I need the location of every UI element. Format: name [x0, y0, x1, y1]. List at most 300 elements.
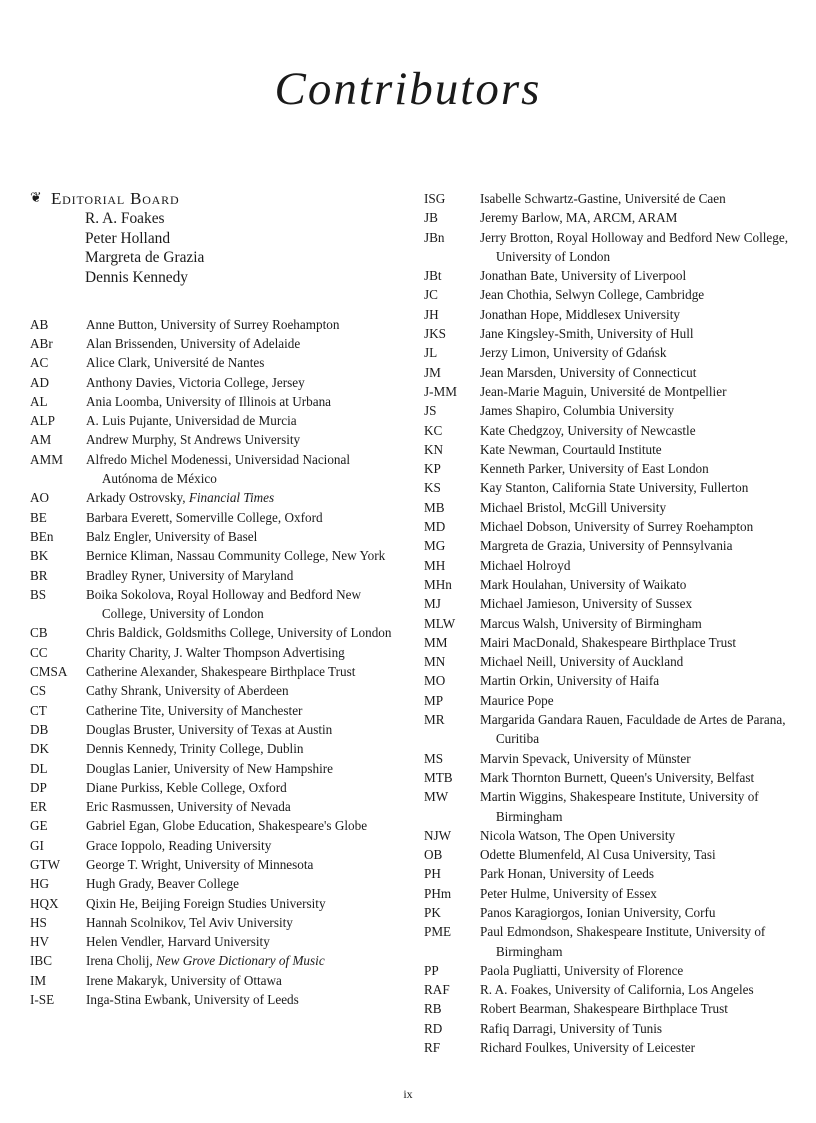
- contributor-name-affiliation: Chris Baldick, Goldsmiths College, University of London: [86, 625, 392, 641]
- contributor-entry: [30, 334, 398, 353]
- contributor-name-affiliation: Kay Stanton, California State University, Fullerton: [480, 480, 749, 496]
- contributor-description: [480, 421, 800, 440]
- contributor-abbreviation: MHn: [424, 576, 452, 592]
- contributor-name-affiliation: Richard Foulkes, University of Leicester: [480, 1040, 695, 1056]
- contributor-description: [480, 633, 800, 652]
- contributor-name-affiliation: Paul Edmondson, Shakespeare Institute, University of Birmingham: [480, 924, 766, 959]
- contributor-name-affiliation: Margarida Gandara Rauen, Faculdade de Artes de Parana, Curitiba: [480, 712, 786, 747]
- contributor-name-affiliation: Alice Clark, Université de Nantes: [86, 355, 265, 371]
- contributor-description: [86, 546, 398, 565]
- contributor-abbreviation: JB: [424, 210, 438, 226]
- contributor-description: [480, 691, 800, 710]
- contributor-name-affiliation: Michael Bristol, McGill University: [480, 499, 667, 515]
- contributor-description: [480, 401, 800, 420]
- contributor-description: [86, 662, 398, 681]
- contributor-entry: [424, 1019, 800, 1038]
- contributor-abbreviation: MP: [424, 692, 444, 708]
- contributor-description: [86, 701, 398, 720]
- contributor-abbreviation: HG: [30, 876, 50, 892]
- contributor-description: [86, 759, 398, 778]
- contributor-description: [480, 787, 800, 826]
- contributor-description: [480, 961, 800, 980]
- contributor-abbreviation: JBt: [424, 268, 442, 284]
- contributor-abbreviation: KC: [424, 422, 443, 438]
- contributor-abbreviation: BE: [30, 509, 47, 525]
- contributor-abbreviation: JH: [424, 306, 439, 322]
- contributor-description: [86, 836, 398, 855]
- contributor-name-affiliation: Grace Ioppolo, Reading University: [86, 837, 272, 853]
- contributor-name-affiliation: Michael Dobson, University of Surrey Roehampton: [480, 519, 754, 535]
- contributor-name-affiliation: Jeremy Barlow, MA, ARCM, ARAM: [480, 210, 678, 226]
- contributor-description: [480, 285, 800, 304]
- contributor-abbreviation: HS: [30, 914, 47, 930]
- contributor-entry: [424, 208, 800, 227]
- contributor-entry: [30, 932, 398, 951]
- contributor-entry: [30, 739, 398, 758]
- contributor-entry: [424, 633, 800, 652]
- contributor-name-affiliation: Michael Holroyd: [480, 557, 571, 573]
- editorial-board-title: Editorial Board: [51, 189, 180, 208]
- contributor-description: [480, 382, 800, 401]
- contributor-entry: [424, 421, 800, 440]
- contributor-name-affiliation: Maurice Pope: [480, 692, 554, 708]
- left-column: [30, 189, 398, 1009]
- contributor-description: [480, 459, 800, 478]
- contributor-abbreviation: AM: [30, 432, 52, 448]
- contributor-entry: [30, 778, 398, 797]
- contributor-abbreviation: KN: [424, 441, 444, 457]
- contributor-description: [86, 739, 398, 758]
- contributor-description: [86, 623, 398, 642]
- contributor-name-affiliation: Arkady Ostrovsky,: [86, 490, 189, 506]
- contributor-name-affiliation: James Shapiro, Columbia University: [480, 403, 675, 419]
- contributor-name-affiliation: Barbara Everett, Somerville College, Oxford: [86, 509, 323, 525]
- editorial-board-heading: [30, 189, 398, 208]
- contributor-entry: [30, 488, 398, 507]
- contributor-abbreviation: RF: [424, 1040, 441, 1056]
- contributor-entry: [30, 913, 398, 932]
- contributor-entry: [424, 536, 800, 555]
- contributor-description: [86, 392, 398, 411]
- contributor-description: [86, 566, 398, 585]
- contributor-abbreviation: MTB: [424, 769, 453, 785]
- contributor-abbreviation: NJW: [424, 827, 452, 843]
- contributor-name-affiliation: Park Honan, University of Leeds: [480, 866, 654, 882]
- contributor-abbreviation: HQX: [30, 895, 59, 911]
- contributor-description: [86, 951, 398, 970]
- contributor-description: [86, 913, 398, 932]
- contributor-name-affiliation: Isabelle Schwartz-Gastine, Université de Caen: [480, 191, 726, 206]
- contributor-abbreviation: RB: [424, 1001, 442, 1017]
- contributor-name-affiliation: Martin Wiggins, Shakespeare Institute, University of Birmingham: [480, 789, 759, 824]
- contributor-name-affiliation: Catherine Alexander, Shakespeare Birthplace Trust: [86, 664, 356, 680]
- contributor-name-affiliation: Rafiq Darragi, University of Tunis: [480, 1020, 663, 1036]
- contributor-name-affiliation: Alfredo Michel Modenessi, Universidad Nacional Autónoma de México: [86, 451, 351, 487]
- contributor-abbreviation: DB: [30, 721, 49, 737]
- contributor-description: [480, 768, 800, 787]
- contributor-entry: [30, 527, 398, 546]
- contributor-name-affiliation: Margreta de Grazia, University of Pennsylvania: [480, 538, 733, 554]
- contributor-name-affiliation: Mark Houlahan, University of Waikato: [480, 576, 687, 592]
- contributor-entry: [30, 855, 398, 874]
- contributor-abbreviation: DL: [30, 760, 48, 776]
- contributor-abbreviation: AL: [30, 393, 48, 409]
- contributor-abbreviation: MG: [424, 538, 446, 554]
- contributor-entry: [30, 508, 398, 527]
- contributor-entry: [424, 710, 800, 749]
- contributor-entry: [30, 951, 398, 970]
- contributor-entry: [30, 874, 398, 893]
- page-number: ix: [403, 1087, 413, 1101]
- contributor-entry: [30, 971, 398, 990]
- contributor-description: [480, 575, 800, 594]
- contributor-abbreviation: OB: [424, 847, 443, 863]
- contributor-abbreviation: AO: [30, 490, 50, 506]
- contributor-name-affiliation: R. A. Foakes, University of California, Los Angeles: [480, 982, 754, 998]
- contributor-entry: [30, 720, 398, 739]
- contributor-name-affiliation: Balz Engler, University of Basel: [86, 528, 258, 544]
- contributor-abbreviation: JC: [424, 287, 438, 303]
- contributor-name-affiliation: Andrew Murphy, St Andrews University: [86, 432, 301, 448]
- contributor-entry: [30, 681, 398, 700]
- contributor-name-affiliation: Jonathan Hope, Middlesex University: [480, 306, 680, 322]
- contributor-description: [480, 594, 800, 613]
- contributor-entry: [30, 643, 398, 662]
- contributor-description: [480, 498, 800, 517]
- contributor-description: [480, 845, 800, 864]
- contributor-name-affiliation: Marvin Spevack, University of Münster: [480, 750, 691, 766]
- contributor-abbreviation: BEn: [30, 528, 54, 544]
- contributor-entry: [30, 315, 398, 334]
- contributor-name-affiliation: Eric Rasmussen, University of Nevada: [86, 799, 291, 815]
- contributor-name-affiliation: Ania Loomba, University of Illinois at Urbana: [86, 393, 332, 409]
- contributor-name-affiliation: Irene Makaryk, University of Ottawa: [86, 972, 282, 988]
- contributor-abbreviation: RAF: [424, 982, 450, 998]
- contributor-name-affiliation: Diane Purkiss, Keble College, Oxford: [86, 779, 287, 795]
- contributor-description: [86, 488, 398, 507]
- contributor-entry: [30, 411, 398, 430]
- contributor-entry: [30, 894, 398, 913]
- contributor-abbreviation: GE: [30, 818, 48, 834]
- contributor-abbreviation: BS: [30, 586, 47, 602]
- contributor-name-affiliation: Peter Hulme, University of Essex: [480, 885, 657, 901]
- contributor-description: [86, 778, 398, 797]
- contributor-name-affiliation: Panos Karagiorgos, Ionian University, Corfu: [480, 904, 716, 920]
- contributor-abbreviation: PHm: [424, 885, 452, 901]
- contributor-abbreviation: CS: [30, 683, 47, 699]
- contributor-name-affiliation: Alan Brissenden, University of Adelaide: [86, 335, 301, 351]
- contributor-description: [480, 324, 800, 343]
- contributor-entry: [424, 382, 800, 401]
- contributor-description: [86, 334, 398, 353]
- contributor-name-affiliation: Paola Pugliatti, University of Florence: [480, 962, 684, 978]
- contributor-description: [480, 305, 800, 324]
- contributor-entry: [30, 990, 398, 1009]
- contributor-name-affiliation: A. Luis Pujante, Universidad de Murcia: [86, 413, 297, 429]
- contributor-entry: [30, 623, 398, 642]
- contributor-entry: [424, 305, 800, 324]
- contributor-description: [480, 536, 800, 555]
- contributor-abbreviation: PK: [424, 904, 441, 920]
- contributor-abbreviation: MLW: [424, 615, 456, 631]
- contributor-entry: [30, 373, 398, 392]
- contributor-description: [480, 614, 800, 633]
- board-member: Margreta de Grazia: [85, 249, 205, 267]
- contributor-entry: [424, 826, 800, 845]
- contributor-name-affiliation: Bradley Ryner, University of Maryland: [86, 567, 294, 583]
- contributor-name-affiliation: Douglas Bruster, University of Texas at Austin: [86, 721, 333, 737]
- contributor-abbreviation: JKS: [424, 326, 446, 342]
- contributor-entry: [30, 546, 398, 565]
- contributor-abbreviation: ER: [30, 799, 47, 815]
- contributor-name-affiliation: Anthony Davies, Victoria College, Jersey: [86, 374, 305, 390]
- contributor-abbreviation: MN: [424, 654, 446, 670]
- contributor-abbreviation: GTW: [30, 856, 61, 872]
- contributor-description: [480, 478, 800, 497]
- contributor-abbreviation: KP: [424, 461, 441, 477]
- contributor-description: [480, 517, 800, 536]
- contributor-description: [480, 903, 800, 922]
- contributor-abbreviation: JM: [424, 364, 441, 380]
- contributor-name-affiliation: Robert Bearman, Shakespeare Birthplace Trust: [480, 1001, 728, 1017]
- contributor-description: [86, 643, 398, 662]
- contributor-entry: [424, 266, 800, 285]
- contributor-abbreviation: PME: [424, 924, 452, 940]
- contributor-abbreviation: CC: [30, 644, 48, 660]
- contributor-name-affiliation: Kate Newman, Courtauld Institute: [480, 441, 662, 457]
- contributor-abbreviation: JL: [424, 345, 438, 361]
- contributor-entry: [30, 392, 398, 411]
- contributor-entry: [30, 797, 398, 816]
- contributor-abbreviation: GI: [30, 837, 44, 853]
- contributor-abbreviation: DK: [30, 741, 50, 757]
- contributor-abbreviation: AD: [30, 374, 50, 390]
- contributor-name-affiliation: Mark Thornton Burnett, Queen's University, Belfast: [480, 769, 755, 785]
- contributor-abbreviation: ISG: [424, 191, 446, 206]
- contributor-name-affiliation: Michael Neill, University of Auckland: [480, 654, 684, 670]
- contributor-entry: [30, 836, 398, 855]
- contributor-entry: [424, 324, 800, 343]
- contributor-name-affiliation: Michael Jamieson, University of Sussex: [480, 596, 693, 612]
- contributor-entry: [424, 459, 800, 478]
- contributor-description: [86, 527, 398, 546]
- contributor-abbreviation: BK: [30, 548, 49, 564]
- contributor-entry: [424, 1038, 800, 1057]
- contributor-description: [480, 826, 800, 845]
- contributor-description: [86, 874, 398, 893]
- contributor-entry: [424, 864, 800, 883]
- contributor-entry: [424, 189, 800, 208]
- contributor-description: [480, 864, 800, 883]
- contributor-description: [480, 363, 800, 382]
- contributor-abbreviation: IM: [30, 972, 47, 988]
- contributor-entry: [424, 228, 800, 267]
- contributor-entry: [30, 759, 398, 778]
- contributor-description: [480, 1038, 800, 1057]
- contributor-entry: [424, 575, 800, 594]
- contributor-list-right: [424, 189, 800, 1057]
- contributor-abbreviation: JBn: [424, 229, 445, 245]
- contributor-entry: [30, 662, 398, 681]
- contributor-name-affiliation: Qixin He, Beijing Foreign Studies University: [86, 895, 326, 911]
- contributor-entry: [424, 343, 800, 362]
- contributor-abbreviation: MD: [424, 519, 446, 535]
- contributor-entry: [424, 478, 800, 497]
- contributor-name-affiliation: Jerzy Limon, University of Gdańsk: [480, 345, 667, 361]
- contributor-description: [480, 710, 800, 749]
- contributor-name-affiliation: Kate Chedgzoy, University of Newcastle: [480, 422, 696, 438]
- contributor-abbreviation: PP: [424, 962, 439, 978]
- contributor-name-affiliation: Jerry Brotton, Royal Holloway and Bedford New College, University of London: [480, 229, 789, 264]
- contributor-entry: [424, 652, 800, 671]
- contributor-name-affiliation: Catherine Tite, University of Manchester: [86, 702, 303, 718]
- contributor-entry: [424, 401, 800, 420]
- contributor-name-affiliation: Jane Kingsley-Smith, University of Hull: [480, 326, 694, 342]
- contributor-name-affiliation: Jean-Marie Maguin, Université de Montpellier: [480, 383, 727, 399]
- contributor-description: [86, 990, 398, 1009]
- contributor-description: [480, 266, 800, 285]
- contributor-abbreviation: DP: [30, 779, 47, 795]
- contributor-description: [86, 797, 398, 816]
- contributor-abbreviation: MJ: [424, 596, 441, 612]
- contributor-abbreviation: MW: [424, 789, 449, 805]
- contributor-abbreviation: I-SE: [30, 992, 55, 1008]
- contributor-description: [480, 980, 800, 999]
- contributor-abbreviation: ABr: [30, 335, 53, 351]
- contributor-abbreviation: IBC: [30, 953, 52, 969]
- contributor-entry: [424, 517, 800, 536]
- contributor-name-affiliation: Irena Cholij,: [86, 953, 156, 969]
- contributor-abbreviation: PH: [424, 866, 441, 882]
- contributor-abbreviation: MH: [424, 557, 446, 573]
- contributor-name-affiliation: Martin Orkin, University of Haifa: [480, 673, 660, 689]
- contributor-entry: [424, 749, 800, 768]
- contributor-entry: [30, 353, 398, 372]
- contributor-entry: [424, 768, 800, 787]
- contributor-name-affiliation: Charity Charity, J. Walter Thompson Advertising: [86, 644, 345, 660]
- contributor-description: [480, 556, 800, 575]
- contributor-abbreviation: HV: [30, 934, 50, 950]
- contributor-name-affiliation: Jean Chothia, Selwyn College, Cambridge: [480, 287, 705, 303]
- contributor-description: [480, 884, 800, 903]
- contributor-entry: [424, 787, 800, 826]
- contributor-entry: [424, 440, 800, 459]
- contributor-name-affiliation: Boika Sokolova, Royal Holloway and Bedford New College, University of London: [86, 586, 362, 622]
- contributor-abbreviation: BR: [30, 567, 48, 583]
- contributor-name-affiliation: George T. Wright, University of Minnesota: [86, 856, 314, 872]
- contributor-description: [86, 894, 398, 913]
- contributor-name-affiliation: Jean Marsden, University of Connecticut: [480, 364, 697, 380]
- editorial-board-list: [30, 209, 398, 287]
- contributor-entry: [424, 922, 800, 961]
- contributor-description: [86, 430, 398, 449]
- contributor-name-affiliation: Bernice Kliman, Nassau Community College, New York: [86, 548, 386, 564]
- contributor-description: [480, 922, 800, 961]
- contributor-name-affiliation: Gabriel Egan, Globe Education, Shakespeare's Globe: [86, 818, 368, 834]
- fleuron-icon: ❦: [30, 191, 43, 206]
- contributor-entry: [424, 884, 800, 903]
- contributor-description: [86, 720, 398, 739]
- contributor-description: [480, 1019, 800, 1038]
- contributor-publication-title: Financial Times: [188, 490, 275, 506]
- contributor-description: [86, 373, 398, 392]
- contributor-name-affiliation: Hannah Scolnikov, Tel Aviv University: [86, 914, 293, 930]
- contributor-entry: [424, 556, 800, 575]
- contributor-description: [480, 440, 800, 459]
- contributor-abbreviation: MS: [424, 750, 444, 766]
- contributor-entry: [30, 585, 398, 624]
- contributor-name-affiliation: Helen Vendler, Harvard University: [86, 934, 270, 950]
- contributor-entry: [424, 961, 800, 980]
- contributor-list-left: [30, 315, 398, 1010]
- contributor-entry: [30, 450, 398, 489]
- contributor-entry: [424, 671, 800, 690]
- contributor-description: [86, 681, 398, 700]
- contributor-entry: [30, 816, 398, 835]
- contributor-description: [86, 353, 398, 372]
- contributor-name-affiliation: Odette Blumenfeld, Al Cusa University, Tasi: [480, 847, 716, 863]
- contributor-description: [86, 971, 398, 990]
- contributor-description: [86, 816, 398, 835]
- contributor-abbreviation: AB: [30, 316, 49, 332]
- contributor-publication-title: New Grove Dictionary of Music: [155, 953, 325, 969]
- contributor-entry: [424, 999, 800, 1018]
- contributor-abbreviation: ALP: [30, 413, 55, 429]
- contributor-entry: [424, 691, 800, 710]
- contributor-name-affiliation: Douglas Lanier, University of New Hampshire: [86, 760, 334, 776]
- contributor-description: [86, 932, 398, 951]
- contributor-description: [480, 999, 800, 1018]
- contributor-name-affiliation: Marcus Walsh, University of Birmingham: [480, 615, 702, 631]
- contributor-description: [480, 749, 800, 768]
- contributor-abbreviation: AMM: [30, 451, 63, 467]
- contributor-description: [480, 189, 800, 208]
- board-member: Dennis Kennedy: [85, 269, 189, 287]
- contributor-abbreviation: CB: [30, 625, 48, 641]
- contributor-description: [480, 228, 800, 267]
- contributor-name-affiliation: Nicola Watson, The Open University: [480, 827, 676, 843]
- contributor-name-affiliation: Jonathan Bate, University of Liverpool: [480, 268, 687, 284]
- contributor-entry: [424, 903, 800, 922]
- contributor-entry: [424, 980, 800, 999]
- contributor-description: [86, 508, 398, 527]
- contributor-abbreviation: AC: [30, 355, 49, 371]
- contributor-entry: [424, 498, 800, 517]
- contributor-abbreviation: CMSA: [30, 664, 68, 680]
- contributor-entry: [30, 701, 398, 720]
- contributor-abbreviation: KS: [424, 480, 441, 496]
- contributor-abbreviation: MM: [424, 634, 448, 650]
- contributor-description: [86, 855, 398, 874]
- contributor-name-affiliation: Anne Button, University of Surrey Roehampton: [86, 316, 340, 332]
- contributor-abbreviation: CT: [30, 702, 47, 718]
- contributor-description: [480, 652, 800, 671]
- board-member: R. A. Foakes: [85, 210, 165, 228]
- contributor-name-affiliation: Cathy Shrank, University of Aberdeen: [86, 683, 289, 699]
- contributor-entry: [424, 363, 800, 382]
- contributor-abbreviation: RD: [424, 1020, 443, 1036]
- contributor-name-affiliation: Hugh Grady, Beaver College: [86, 876, 239, 892]
- contributor-abbreviation: MO: [424, 673, 446, 689]
- contributor-description: [480, 671, 800, 690]
- page-title: Contributors: [274, 63, 542, 115]
- contributor-description: [86, 585, 398, 624]
- contributor-name-affiliation: Dennis Kennedy, Trinity College, Dublin: [86, 741, 304, 757]
- contributor-entry: [424, 614, 800, 633]
- contributor-entry: [424, 594, 800, 613]
- contributor-name-affiliation: Kenneth Parker, University of East London: [480, 461, 709, 477]
- contributor-description: [480, 343, 800, 362]
